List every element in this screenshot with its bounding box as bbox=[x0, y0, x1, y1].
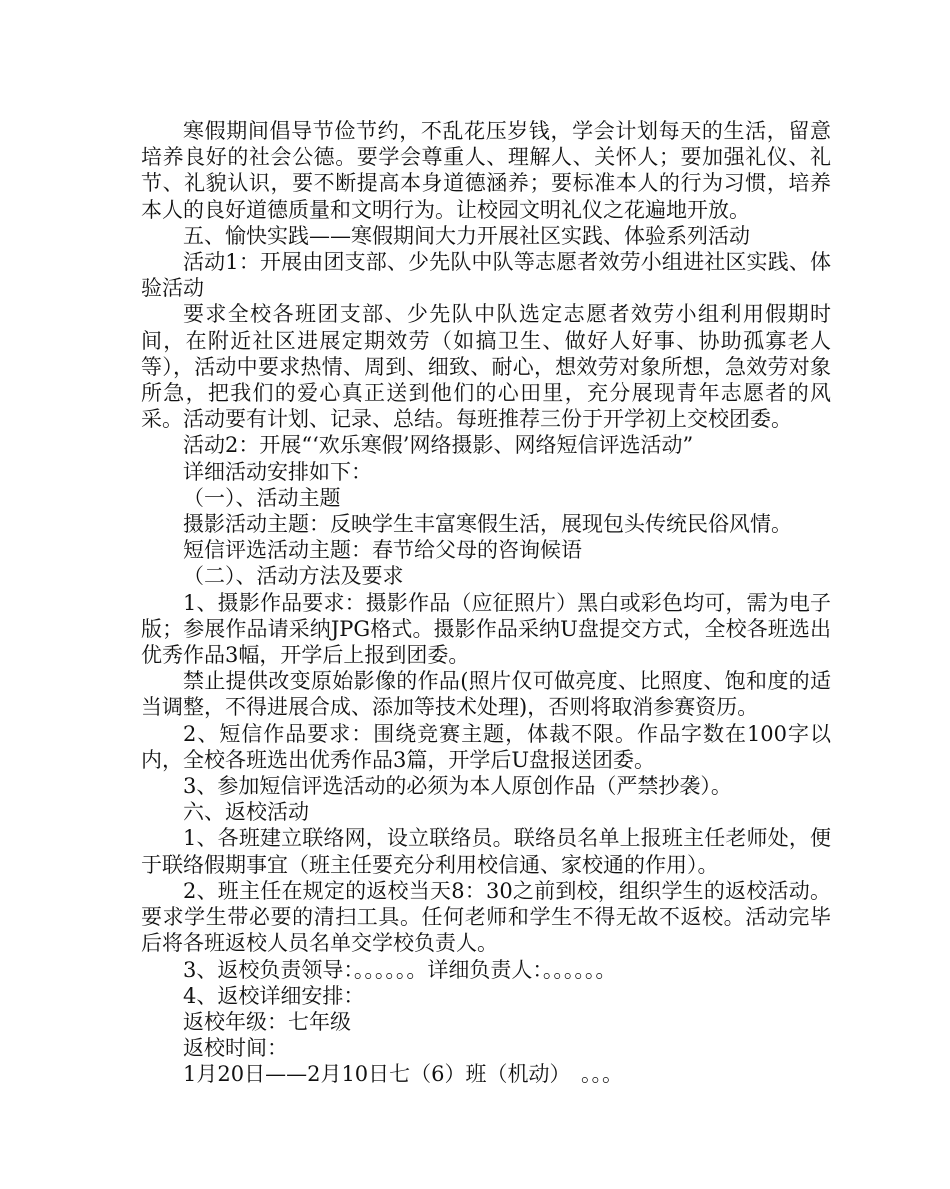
paragraph: 要求全校各班团支部、少先队中队选定志愿者效劳小组利用假期时间，在附近社区进展定期效劳（如搞卫生、做好人好事、协助孤寡老人等），活动中要求热情、周到、细致、耐心，想效劳对象所想，急效劳对象所急，把我们的爱心真正送到他们的心田里，充分展现青年志愿者的风采。活动要有计划、记录、总结。每班推荐三份于开学初上交校团委。 bbox=[141, 302, 831, 432]
subheading: （二）、活动方法及要求 bbox=[183, 564, 404, 589]
section-heading: 六、返校活动 bbox=[183, 800, 309, 825]
section-heading: 五、愉快实践——寒假期间大力开展社区实践、体验系列活动 bbox=[183, 223, 750, 248]
paragraph: 4、返校详细安排： bbox=[183, 983, 365, 1008]
paragraph: 返校时间： bbox=[183, 1036, 288, 1061]
paragraph: 短信评选活动主题：春节给父母的咨询候语 bbox=[183, 538, 582, 563]
paragraph: 活动2：开展“‘欢乐寒假’网络摄影、网络短信评选活动” bbox=[183, 433, 694, 458]
paragraph: 1、摄影作品要求：摄影作品（应征照片）黑白或彩色均可，需为电子版；参展作品请采纳JPG格式。摄影作品采纳U盘提交方式，全校各班选出优秀作品3幅，开学后上报到团委。 bbox=[141, 590, 831, 668]
paragraph: 禁止提供改变原始影像的作品(照片仅可做亮度、比照度、饱和度的适当调整，不得进展合成、添加等技术处理)，否则将取消参赛资历。 bbox=[141, 669, 831, 720]
paragraph: 详细活动安排如下： bbox=[183, 459, 372, 484]
paragraph: 3、参加短信评选活动的必须为本人原创作品（严禁抄袭）。 bbox=[183, 774, 732, 799]
paragraph: 2、班主任在规定的返校当天8：30之前到校，组织学生的返校活动。要求学生带必要的清扫工具。任何老师和学生不得无故不返校。活动完毕后将各班返校人员名单交学校负责人。 bbox=[141, 878, 831, 956]
paragraph: 1、各班建立联络网，设立联络员。联络员名单上报班主任老师处，便于联络假期事宜（班主任要充分利用校信通、家校通的作用）。 bbox=[141, 826, 831, 877]
paragraph: 活动1：开展由团支部、少先队中队等志愿者效劳小组进社区实践、体验活动 bbox=[141, 250, 831, 301]
paragraph: 2、短信作品要求：围绕竞赛主题，体裁不限。作品字数在100字以内，全校各班选出优秀作品3篇，开学后U盘报送团委。 bbox=[141, 721, 831, 772]
paragraph: 3、返校负责领导：。。。。。。详细负责人：。。。。。。 bbox=[183, 957, 617, 982]
subheading: （一）、活动主题 bbox=[183, 485, 341, 510]
document-body bbox=[141, 118, 831, 1088]
paragraph: 摄影活动主题：反映学生丰富寒假生活，展现包头传统民俗风情。 bbox=[183, 512, 792, 537]
paragraph: 寒假期间倡导节俭节约，不乱花压岁钱，学会计划每天的生活，留意培养良好的社会公德。要学会尊重人、理解人、关怀人；要加强礼仪、礼节、礼貌认识，要不断提高本身道德涵养；要标准本人的行为习惯，培养本人的良好道德质量和文明行为。让校园文明礼仪之花遍地开放。 bbox=[141, 119, 831, 222]
paragraph: 返校年级：七年级 bbox=[183, 1009, 351, 1034]
paragraph: 1月20日——2月10日七（6）班（机动） 。。。 bbox=[183, 1062, 624, 1087]
